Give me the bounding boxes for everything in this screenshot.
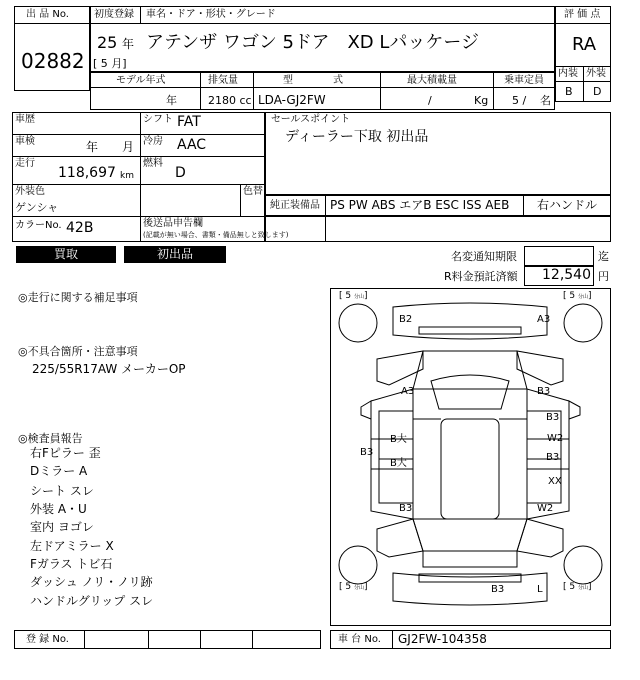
car-diagram — [330, 288, 611, 626]
sales-point: ディーラー下取 初出品 — [285, 129, 429, 145]
lot-no-label: 出 品 No. — [26, 9, 69, 20]
inspector-line: シート スレ — [30, 484, 94, 498]
tire-depth-tr: [ 5 分山] — [563, 291, 592, 301]
kg-unit: Kg — [474, 94, 489, 107]
displacement-label: 排気量 — [208, 75, 238, 86]
inspection-label: 車検 — [15, 136, 35, 147]
damage-mark: W2 — [547, 433, 564, 444]
model-label: 型 式 — [283, 75, 343, 86]
ext-color-label: 外装色 — [15, 186, 45, 197]
color-no-label: カラーNo. — [15, 220, 62, 231]
damage-mark: A3 — [537, 314, 551, 325]
model-year-unit: 年 — [166, 94, 177, 107]
recycle-label: R料金預託済額 — [444, 270, 518, 283]
damage-mark: B3 — [360, 447, 374, 458]
first-reg-month: [ 5 月] — [93, 57, 127, 70]
tire-depth-tl: [ 5 分山] — [339, 291, 368, 301]
damage-mark: B大 — [390, 434, 407, 445]
damage-mark: L — [537, 584, 543, 595]
damage-mark: B2 — [399, 314, 413, 325]
capacity-label: 乗車定員 — [504, 75, 544, 86]
history-label: 車歴 — [15, 114, 35, 125]
tire-depth-bl: [ 5 分山] — [339, 582, 368, 592]
inspector-line: 外装 A・U — [30, 502, 87, 516]
inspector-line: ハンドルグリップ スレ — [30, 594, 154, 608]
reg-no-label: 登 録 No. — [26, 634, 69, 645]
deadline-unit: 迄 — [598, 250, 609, 263]
shift-label: シフト — [143, 114, 173, 125]
ac-label: 冷房 — [143, 136, 163, 147]
deadline-field — [524, 246, 594, 266]
equip-label: 純正装備品 — [270, 200, 320, 211]
first-listing-tag: 初出品 — [124, 246, 226, 263]
score: RA — [572, 34, 597, 55]
inspector-line: Fガラス トビ石 — [30, 557, 113, 571]
docs-note: (記載が無い場合、書類・備品無しと致します) — [143, 231, 289, 239]
inspector-line: ダッシュ ノリ・ノリ跡 — [30, 575, 153, 589]
tire-depth-br: [ 5 分山] — [563, 582, 592, 592]
inspector-line: 右Fピラー 歪 — [30, 446, 101, 460]
damage-mark: B3 — [546, 412, 560, 423]
shift: FAT — [177, 114, 201, 130]
defect-title: ◎不具合箇所・注意事項 — [18, 345, 138, 358]
driving-title: ◎走行に関する補足事項 — [18, 291, 138, 304]
equipment: PS PW ABS エアB ESC ISS AEB — [330, 198, 510, 212]
color-no: 42B — [66, 220, 94, 236]
damage-mark: B3 — [399, 503, 413, 514]
docs-label: 後送品申告欄 — [143, 218, 203, 229]
max-load: / — [428, 94, 432, 107]
damage-mark: B大 — [390, 458, 407, 469]
interior-label: 内装 — [558, 68, 578, 79]
first-reg-label: 初度登録 — [94, 9, 134, 20]
steering: 右ハンドル — [537, 198, 598, 212]
chassis-no: GJ2FW-104358 — [398, 632, 487, 646]
first-reg-year-unit: 年 — [122, 37, 135, 51]
damage-mark: B3 — [546, 452, 560, 463]
first-reg-year: 25 — [97, 33, 118, 52]
exterior-label: 外装 — [586, 68, 606, 79]
model: LDA-GJ2FW — [258, 93, 326, 107]
inspection-year: 年 — [86, 140, 99, 154]
interior-score: B — [565, 85, 573, 98]
score-label: 評 価 点 — [564, 9, 601, 20]
yen-unit: 円 — [598, 270, 609, 283]
inspector-title: ◎検査員報告 — [18, 432, 83, 445]
fuel-label: 燃料 — [143, 158, 163, 169]
extra-box — [265, 216, 611, 242]
deadline-label: 名変通知期限 — [451, 250, 517, 263]
max-load-label: 最大積載量 — [407, 75, 457, 86]
buy-tag: 買取 — [16, 246, 116, 263]
mileage-label: 走行 — [15, 158, 35, 169]
color-change-label: 色替 — [243, 186, 263, 197]
damage-mark: A3 — [401, 386, 415, 397]
car-name-label: 車名・ドア・形状・グレード — [146, 9, 276, 20]
recycle-amount: 12,540 — [542, 267, 591, 283]
damage-mark: B3 — [537, 386, 551, 397]
mileage: 118,697 — [58, 165, 116, 181]
fuel: D — [175, 165, 186, 181]
displacement: 2180 cc — [208, 94, 252, 107]
inspector-line: 室内 ヨゴレ — [30, 520, 94, 534]
km-unit: km — [120, 171, 134, 181]
ac: AAC — [177, 137, 207, 153]
car-name: アテンザ ワゴン 5ドア XD Lパッケージ — [146, 32, 480, 53]
damage-mark: B3 — [491, 584, 505, 595]
inspector-line: Dミラー A — [30, 464, 88, 478]
capacity: 5 / — [512, 94, 527, 107]
lot-no: 02882 — [21, 49, 85, 73]
model-year-label: モデル年式 — [116, 75, 166, 86]
inspector-line: 左ドアミラー X — [30, 539, 114, 553]
sales-point-label: セールスポイント — [271, 114, 351, 125]
damage-mark: XX — [548, 476, 562, 487]
damage-mark: W2 — [537, 503, 554, 514]
defect-text: 225/55R17AW メーカーOP — [32, 362, 186, 376]
exterior-score: D — [593, 85, 602, 98]
ext-color: ゲンシャ — [15, 201, 59, 214]
chassis-label: 車 台 No. — [338, 634, 381, 645]
inspection-month: 月 — [122, 140, 135, 154]
capacity-unit: 名 — [540, 94, 551, 107]
